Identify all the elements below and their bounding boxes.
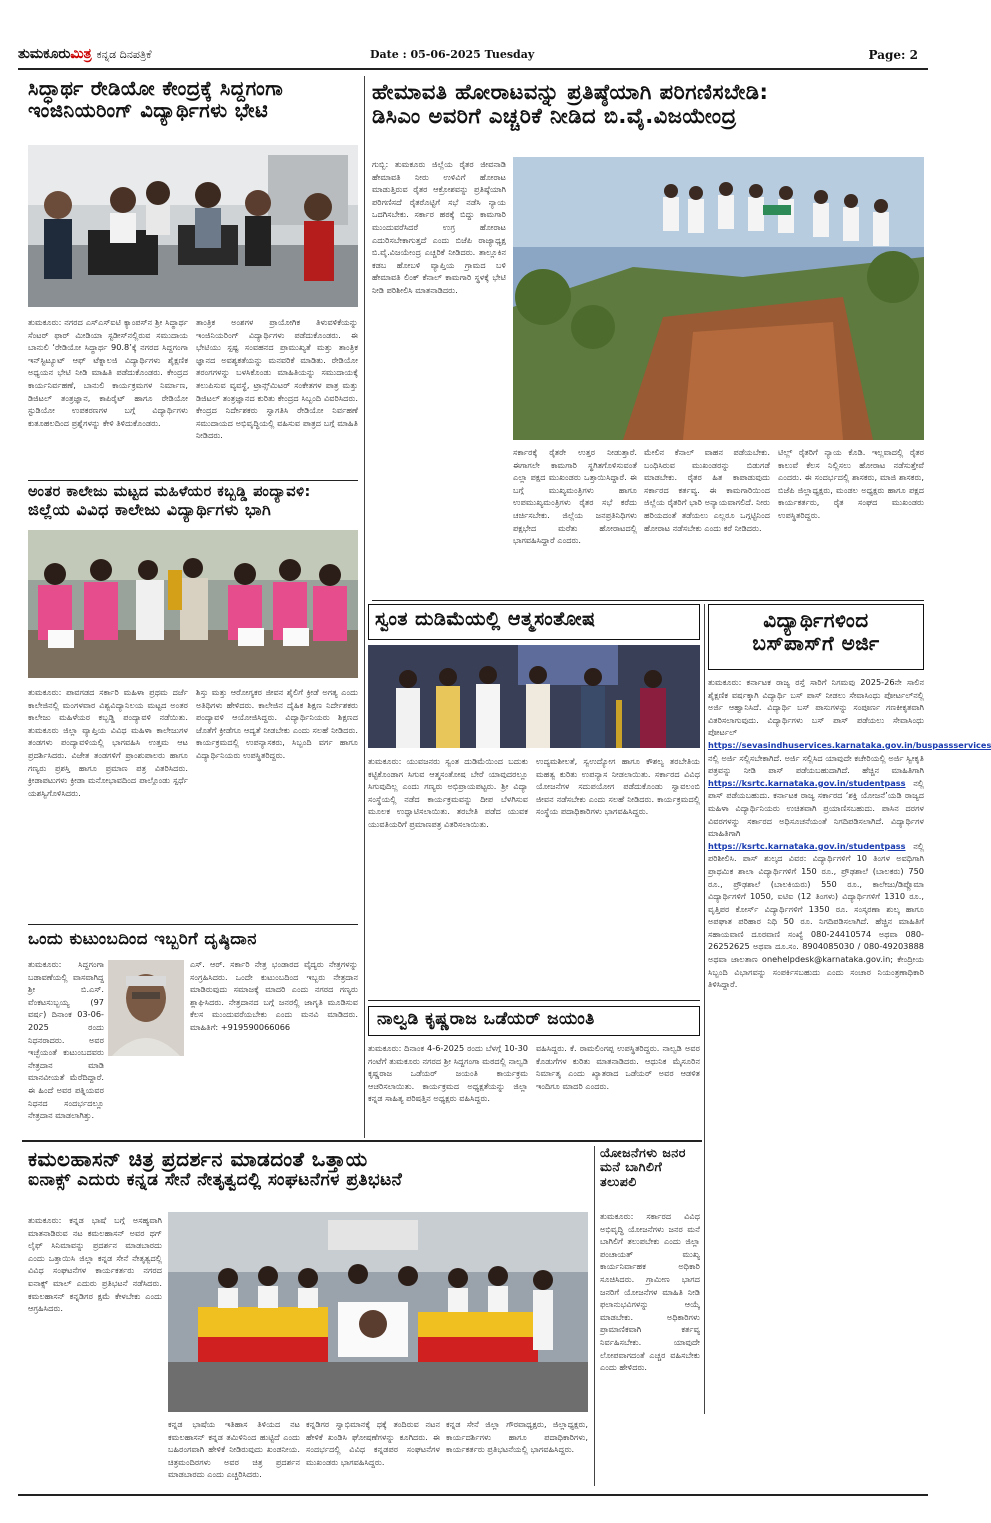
kamal-col-1: ತುಮಕೂರು: ಕನ್ನಡ ಭಾಷೆ ಬಗ್ಗೆ ಅಸಹ್ಯವಾಗಿ ಮಾತನಾಡಿರುವ ನಟ ಕಮಲಹಾಸನ್ ಅವರ ಥಗ್ ಲೈಫ್ ಸಿನಿಮಾವನ್ನು ಪ್ರದರ್ಶನ ಮಾಡಬಾರದು ಎಂದು ಒತ್ತಾಯಿಸಿ ಜಿಲ್ಲಾ ಕನ್ನಡ ಸೇನೆ ನೇತೃತ್ವದಲ್ಲಿ ವಿವಿಧ ಸಂಘಟನೆಗಳ ಕಾರ್ಯಕರ್ತರು ನಗರದ ಐನಾಕ್ಸ್ ಮಾಲ್ ಎದುರು ಪ್ರತಿಭಟನೆ ನಡೆಸಿದರು. ಕಮಲಹಾಸನ್ ಕನ್ನಡಿಗರ ಕ್ಷಮೆ ಕೇಳಬೇಕು ಎಂದು ಆಗ್ರಹಿಸಿದರು. <box>28 1215 162 1314</box>
divider <box>22 1140 702 1142</box>
obituary-portrait <box>108 960 184 1056</box>
kamal-col-3: ಕನ್ನಡಿಗರ ಸ್ವಾಭಿಮಾನಕ್ಕೆ ಧಕ್ಕೆ ತಂದಿರುವ ನಟನ ಹೇಳಿಕೆ ಖಂಡಿಸಿ ಘೋಷಣೆಗಳನ್ನು ಕೂಗಿದರು. ಈ ಸಂದರ್ಭದಲ್ಲಿ ವಿವಿಧ ಕನ್ನಡಪರ ಸಂಘಟನೆಗಳ ಮುಖಂಡರು ಭಾಗವಹಿಸಿದ್ದರು. <box>306 1419 440 1467</box>
divider <box>372 600 924 601</box>
kabaddi-photo <box>28 530 358 678</box>
radio-station-photo <box>28 145 358 307</box>
footer-rule <box>18 1494 928 1496</box>
selfwork-col-2: ಉದ್ಯಮಶೀಲತೆ, ಸ್ವಉದ್ಯೋಗ ಹಾಗೂ ಕೌಶಲ್ಯ ತರಬೇತಿಯ ಮಹತ್ವ ಕುರಿತು ಉಪನ್ಯಾಸ ನೀಡಲಾಯಿತು. ಸರ್ಕಾರದ ವಿವಿಧ ಯೋಜನೆಗಳ ಸದುಪಯೋಗ ಪಡೆದುಕೊಂಡು ಸ್ವಾವಲಂಬಿ ಜೀವನ ನಡೆಸಬೇಕು ಎಂದು ಸಲಹೆ ನೀಡಿದರು. ಕಾರ್ಯಕ್ರಮದಲ್ಲಿ ಸಂಸ್ಥೆಯ ಪದಾಧಿಕಾರಿಗಳು ಭಾಗವಹಿಸಿದ್ದರು. <box>536 756 700 817</box>
buspass-headline-line-2: ಬಸ್‌ಪಾಸ್‌ಗೆ ಅರ್ಜಿ <box>752 631 880 655</box>
masthead-rule <box>18 68 928 70</box>
hemavathi-col-3: ಟಿಲ್ಲ್ ರೈತರಿಗೆ ನ್ಯಾಯ ಕೊಡಿ. ಇಲ್ಲವಾದಲ್ಲಿ ರೈತರ ಕಾಲುವೆ ಕೆಲಸ ನಿಲ್ಲಿಸಲು ಹೋರಾಟ ನಡೆಸುತ್ತೇವೆ ಎಂದರು. ಈ ಸಂದರ್ಭದಲ್ಲಿ ಶಾಸಕರು, ಮಾಜಿ ಶಾಸಕರು, ಬಿಜೆಪಿ ಜಿಲ್ಲಾಧ್ಯಕ್ಷರು, ಮಂಡಲ ಅಧ್ಯಕ್ಷರು ಹಾಗೂ ಪಕ್ಷದ ಕಾರ್ಯಕರ್ತರು, ರೈತ ಸಂಘದ ಮುಖಂಡರು ಉಪಸ್ಥಿತರಿದ್ದರು. <box>778 447 924 520</box>
radio-story-col-1: ತುಮಕೂರು: ನಗರದ ಎಸ್‌ಎಸ್‌ಐಟಿ ಕ್ಯಾಂಪಸ್‌ನ ಶ್ರೀ ಸಿದ್ಧಾರ್ಥ ಸೆಂಟರ್ ಫಾರ್ ಮೀಡಿಯಾ ಸ್ಟಡೀಸ್‌ನಲ್ಲಿರುವ ಸಮುದಾಯ ಬಾನುಲಿ ‘ರೇಡಿಯೋ ಸಿದ್ಧಾರ್ಥ 90.8’ಕ್ಕೆ ನಗರದ ಸಿದ್ದಗಂಗಾ ಇನ್‌ಸ್ಟಿಟ್ಯೂಟ್ ಆಫ್ ಟೆಕ್ನಾಲಜಿ ವಿದ್ಯಾರ್ಥಿಗಳು ಶೈಕ್ಷಣಿಕ ಅಧ್ಯಯನ ಭೇಟಿ ನೀಡಿ ಮಾಹಿತಿ ಪಡೆದುಕೊಂಡರು. ಕೇಂದ್ರದ ಕಾರ್ಯನಿರ್ವಹಣೆ, ಬಾನುಲಿ ಕಾರ್ಯಕ್ರಮಗಳ ನಿರ್ಮಾಣ, ಡಿಜಿಟಲ್ ತಂತ್ರಜ್ಞಾನ, ಕಾಪಿರೈಟ್ ಹಾಗೂ ರೇಡಿಯೋ ಸ್ಟುಡಿಯೋ ಉಪಕರಣಗಳ ಬಗ್ಗೆ ವಿದ್ಯಾರ್ಥಿಗಳು ಕುತೂಹಲದಿಂದ ಪ್ರಶ್ನೆಗಳನ್ನು ಕೇಳಿ ತಿಳಿದುಕೊಂಡರು. <box>28 317 188 428</box>
page-number: Page: 2 <box>868 48 918 62</box>
kabaddi-headline-line-1: ಅಂತರ ಕಾಲೇಜು ಮಟ್ಟದ ಮಹಿಳೆಯರ ಕಬ್ಬಡ್ಡಿ ಪಂದ್ಯಾವಳಿ: <box>28 484 311 500</box>
selfwork-col-1: ತುಮಕೂರು: ಯುವಜನರು ಸ್ವಂತ ದುಡಿಮೆಯಿಂದ ಬದುಕು ಕಟ್ಟಿಕೊಂಡಾಗ ಸಿಗುವ ಆತ್ಮಸಂತೋಷ ಬೇರೆ ಯಾವುದರಲ್ಲೂ ಸಿಗುವುದಿಲ್ಲ ಎಂದು ಗಣ್ಯರು ಅಭಿಪ್ರಾಯಪಟ್ಟರು. ಶ್ರೀ ವಿದ್ಯಾ ಸಂಸ್ಥೆಯಲ್ಲಿ ನಡೆದ ಕಾರ್ಯಕ್ರಮವನ್ನು ದೀಪ ಬೆಳಗಿಸುವ ಮೂಲಕ ಉದ್ಘಾಟಿಸಲಾಯಿತು. ತರಬೇತಿ ಪಡೆದ ಯುವಕ ಯುವತಿಯರಿಗೆ ಪ್ರಮಾಣಪತ್ರ ವಿತರಿಸಲಾಯಿತು. <box>368 756 528 829</box>
divider <box>368 1000 700 1001</box>
buspass-story <box>708 676 991 1486</box>
column-divider <box>704 604 705 1414</box>
ksrtc-studentpass-link-2[interactable]: https://ksrtc.karnataka.gov.in/studentpass <box>708 840 906 851</box>
selfwork-event-photo <box>368 645 700 748</box>
buspass-text-2: ನಲ್ಲಿ ಅರ್ಜಿ ಸಲ್ಲಿಸಬೇಕಾಗಿದೆ. ಅರ್ಜಿ ಸಲ್ಲಿಸಿದ ಯಾವುದೇ ಕಚೇರಿಯಲ್ಲಿ ಅರ್ಜಿ ಸ್ವೀಕೃತಿ ಪತ್ರವನ್ನು ನೀಡಿ ಪಾಸ್ ಪಡೆಯಬಹುದಾಗಿದೆ. ಹೆಚ್ಚಿನ ಮಾಹಿತಿಗಾಗಿ <box>708 752 924 776</box>
column-divider <box>594 1146 595 1486</box>
divider <box>28 480 358 481</box>
hemavathi-protest-photo <box>513 157 924 440</box>
vision-headline: ಒಂದು ಕುಟುಂಬದಿಂದ ಇಬ್ಬರಿಗೆ ದೃಷ್ಠಿದಾನ <box>28 929 257 948</box>
hemavathi-col-1: ಸರ್ಕಾರಕ್ಕೆ ರೈತರೇ ಉತ್ತರ ನೀಡುತ್ತಾರೆ. ಈಗಾಗಲೇ ಕಾಮಗಾರಿ ಸ್ಥಗಿತಗೊಳಿಸುವಂತೆ ಎಲ್ಲಾ ಪಕ್ಷದ ಮುಖಂಡರು ಒತ್ತಾಯಿಸಿದ್ದಾರೆ. ಈ ಬಗ್ಗೆ ಮುಖ್ಯಮಂತ್ರಿಗಳು ಹಾಗೂ ಉಪಮುಖ್ಯಮಂತ್ರಿಗಳು ರೈತರ ಸಭೆ ಕರೆದು ಚರ್ಚಿಸಬೇಕು. ಜಿಲ್ಲೆಯ ಜನಪ್ರತಿನಿಧಿಗಳು ಪಕ್ಷಭೇದ ಮರೆತು ಹೋರಾಟದಲ್ಲಿ ಭಾಗವಹಿಸಿದ್ದಾರೆ ಎಂದರು. <box>513 447 637 546</box>
radio-headline <box>28 78 358 138</box>
kabaddi-headline <box>28 484 358 526</box>
selfwork-headline: ಸ್ವಂತ ದುಡಿಮೆಯಲ್ಲಿ ಆತ್ಮಸಂತೋಷ <box>368 604 700 640</box>
column-divider <box>364 76 365 1138</box>
issue-date: Date : 05-06-2025 Tuesday <box>370 48 535 61</box>
sevasindhu-link[interactable]: https://sevasindhuservices.karnataka.gov.in/buspassservices <box>708 739 991 750</box>
kamal-col-2: ಕನ್ನಡ ಭಾಷೆಯ ಇತಿಹಾಸ ತಿಳಿಯದ ನಟ ಕಮಲಹಾಸನ್ ಕನ್ನಡ ತಮಿಳಿನಿಂದ ಹುಟ್ಟಿದೆ ಎಂದು ಬಹಿರಂಗವಾಗಿ ಹೇಳಿಕೆ ನೀಡಿರುವುದು ಖಂಡನೀಯ. ಚಿತ್ರಮಂದಿರಗಳು ಅವರ ಚಿತ್ರ ಪ್ರದರ್ಶನ ಮಾಡಬಾರದು ಎಂದು ಎಚ್ಚರಿಸಿದರು. <box>168 1419 300 1480</box>
nalvadi-headline: ನಾಲ್ವಡಿ ಕೃಷ್ಣರಾಜ ಒಡೆಯರ್ ಜಯಂತಿ <box>368 1006 700 1036</box>
brand-name-accent: ಮಿತ್ರ <box>70 46 92 62</box>
hemavathi-lead: ಗುಬ್ಬಿ: ತುಮಕೂರು ಜಿಲ್ಲೆಯ ರೈತರ ಜೀವನಾಡಿ ಹೇಮಾವತಿ ನೀರು ಉಳಿವಿಗೆ ಹೋರಾಟ ಮಾಡುತ್ತಿರುವ ರೈತರ ಆಕ್ರೋಶವನ್ನು ಪ್ರತಿಷ್ಠೆಯಾಗಿ ಪರಿಗಣಿಸದೆ ರೈತರೊಟ್ಟಿಗೆ ಸಭೆ ನಡೆಸಿ ನ್ಯಾಯ ಒದಗಿಸಬೇಕು. ಸರ್ಕಾರ ಹಠಕ್ಕೆ ಬಿದ್ದು ಕಾಮಗಾರಿ ಮುಂದುವರೆಸಿದರೆ ಉಗ್ರ ಹೋರಾಟ ಎದುರಿಸಬೇಕಾಗುತ್ತದೆ ಎಂದು ಬಿಜೆಪಿ ರಾಜ್ಯಾಧ್ಯಕ್ಷ ಬಿ.ವೈ.ವಿಜಯೇಂದ್ರ ಎಚ್ಚರಿಕೆ ನೀಡಿದರು. ತಾಲ್ಲೂಕಿನ ಕಡಬ ಹೋಬಳಿ ವ್ಯಾಪ್ತಿಯ ಗ್ರಾಮದ ಬಳಿ ಹೇಮಾವತಿ ಲಿಂಕ್ ಕೆನಾಲ್ ಕಾಮಗಾರಿ ಸ್ಥಳಕ್ಕೆ ಭೇಟಿ ನೀಡಿ ಪರಿಶೀಲಿಸಿ ಮಾತನಾಡಿದರು. <box>372 159 506 295</box>
buspass-text-1: ತುಮಕೂರು: ಕರ್ನಾಟಕ ರಾಜ್ಯ ರಸ್ತೆ ಸಾರಿಗೆ ನಿಗಮವು 2025-26ನೇ ಸಾಲಿನ ಶೈಕ್ಷಣಿಕ ವರ್ಷಕ್ಕಾಗಿ ವಿದ್ಯಾರ್ಥಿ ಬಸ್ ಪಾಸ್ ನೀಡಲು ಸೇವಾಸಿಂಧು ಪೋರ್ಟಲ್‌ನಲ್ಲಿ ಅರ್ಜಿ ಆಹ್ವಾನಿಸಿದೆ. ವಿದ್ಯಾರ್ಥಿ ಬಸ್ ಪಾಸುಗಳನ್ನು ಸಂಪೂರ್ಣ ಗಣಕೀಕೃತವಾಗಿ ವಿತರಿಸಲಾಗುವುದು. ವಿದ್ಯಾರ್ಥಿಗಳು ಬಸ್ ಪಾಸ್ ಪಡೆಯಲು ಸೇವಾಸಿಂಧು ಪೋರ್ಟಲ್ <box>708 677 924 738</box>
divider <box>28 924 358 925</box>
newspaper-brand <box>18 46 152 62</box>
kamal-headline <box>28 1148 588 1210</box>
nalvadi-col-1: ತುಮಕೂರು: ದಿನಾಂಕ 4-6-2025 ರಂದು ಬೆಳಗ್ಗೆ 10-30 ಗಂಟೆಗೆ ತುಮಕೂರು ನಗರದ ಶ್ರೀ ಸಿದ್ದಗಂಗಾ ಮಠದಲ್ಲಿ ನಾಲ್ವಡಿ ಕೃಷ್ಣರಾಜ ಒಡೆಯರ್ ಜಯಂತಿ ಕಾರ್ಯಕ್ರಮ ಆಚರಿಸಲಾಯಿತು. ಕಾರ್ಯಕ್ರಮದ ಅಧ್ಯಕ್ಷತೆಯನ್ನು ಜಿಲ್ಲಾ ಕನ್ನಡ ಸಾಹಿತ್ಯ ಪರಿಷತ್ತಿನ ಅಧ್ಯಕ್ಷರು ವಹಿಸಿದ್ದರು. <box>368 1043 528 1104</box>
protest-inox-photo <box>168 1212 588 1412</box>
yojane-headline-text: ಯೋಜನೆಗಳು ಜನರ ಮನೆ ಬಾಗಿಲಿಗೆ ತಲುಪಲಿ <box>600 1145 686 1189</box>
kamal-headline-line-1: ಕಮಲಹಾಸನ್ ಚಿತ್ರ ಪ್ರದರ್ಶನ ಮಾಡದಂತೆ ಒತ್ತಾಯ <box>28 1147 368 1171</box>
vision-story-col-2: ಎಸ್. ಆರ್. ಸರ್ಕಾರಿ ನೇತ್ರ ಭಂಡಾರದ ವೈದ್ಯರು ನೇತ್ರಗಳನ್ನು ಸಂಗ್ರಹಿಸಿದರು. ಒಂದೇ ಕುಟುಂಬದಿಂದ ಇಬ್ಬರು ನೇತ್ರದಾನ ಮಾಡಿರುವುದು ಸಮಾಜಕ್ಕೆ ಮಾದರಿ ಎಂದು ನಗರದ ಗಣ್ಯರು ಶ್ಲಾಘಿಸಿದರು. ನೇತ್ರದಾನದ ಬಗ್ಗೆ ಜನರಲ್ಲಿ ಜಾಗೃತಿ ಮೂಡಿಸುವ ಕೆಲಸ ಮುಂದುವರೆಯಬೇಕು ಎಂದು ಮನವಿ ಮಾಡಿದರು. ಮಾಹಿತಿಗೆ: +919590066066 <box>190 959 358 1032</box>
kabaddi-headline-line-2: ಜಿಲ್ಲೆಯ ವಿವಿಧ ಕಾಲೇಜು ವಿದ್ಯಾರ್ಥಿಗಳು ಭಾಗಿ <box>28 499 272 519</box>
vision-story-col-1: ತುಮಕೂರು: ಸಿದ್ದಗಂಗಾ ಬಡಾವಣೆಯಲ್ಲಿ ವಾಸವಾಗಿದ್ದ ಶ್ರೀ ಬಿ.ಎಸ್. ವೆಂಕಟಸುಬ್ಬಯ್ಯ (97 ವರ್ಷ) ದಿನಾಂಕ 03-06-2025 ರಂದು ನಿಧನರಾದರು. ಅವರ ಇಚ್ಛೆಯಂತೆ ಕುಟುಂಬದವರು ನೇತ್ರದಾನ ಮಾಡಿ ಮಾನವೀಯತೆ ಮೆರೆದಿದ್ದಾರೆ. ಈ ಹಿಂದೆ ಅವರ ಪತ್ನಿಯವರ ನಿಧನದ ಸಂದರ್ಭದಲ್ಲೂ ನೇತ್ರದಾನ ಮಾಡಲಾಗಿತ್ತು. <box>28 959 104 1121</box>
hemavathi-headline-line-1: ಹೇಮಾವತಿ ಹೋರಾಟವನ್ನು ಪ್ರತಿಷ್ಠೆಯಾಗಿ ಪರಿಗಣಿಸಬೇಡಿ: <box>372 80 769 104</box>
buspass-text-4: ನಲ್ಲಿ ಪರಿಶೀಲಿಸಿ. ಪಾಸ್ ಶುಲ್ಕದ ವಿವರ: ವಿದ್ಯಾರ್ಥಿಗಳಿಗೆ 10 ತಿಂಗಳ ಅವಧಿಗಾಗಿ ಪ್ರಾಥಮಿಕ ಶಾಲಾ ವಿದ್ಯಾರ್ಥಿಗಳಿಗೆ 150 ರೂ., ಪ್ರೌಢಶಾಲೆ (ಬಾಲಕರು) 750 ರೂ., ಪ್ರೌಢಶಾಲೆ (ಬಾಲಕಿಯರು) 550 ರೂ., ಕಾಲೇಜು/ಡಿಪ್ಲೊಮಾ ವಿದ್ಯಾರ್ಥಿಗಳಿಗೆ 1050, ಐಟಿಐ (12 ತಿಂಗಳು) ವಿದ್ಯಾರ್ಥಿಗಳಿಗೆ 1310 ರೂ., ವೃತ್ತಿಪರ ಕೋರ್ಸ್ ವಿದ್ಯಾರ್ಥಿಗಳಿಗೆ 1350 ರೂ. ಸಂಸ್ಕರಣಾ ಶುಲ್ಕ ಹಾಗೂ ಅಪಘಾತ ಪರಿಹಾರ ನಿಧಿ 50 ರೂ. ನಿಗದಿಪಡಿಸಲಾಗಿದೆ. ಹೆಚ್ಚಿನ ಮಾಹಿತಿಗೆ ಸಹಾಯವಾಣಿ ದೂರವಾಣಿ ಸಂಖ್ಯೆ 080-24410574 ಅಥವಾ 080-26252625 ಅಥವಾ ದೂ.ಸಂ. 8904085030 / 080-49203888 ಅಥವಾ ಜಾಲತಾಣ onehelpdesk@karnataka.gov.in; ಕೇಂದ್ರೀಯ ಸಿಬ್ಬಂದಿ ವಿಭಾಗವನ್ನು ಸಂಪರ್ಕಿಸಬಹುದು ಎಂದು ಸಂಚಾರ ನಿಯಂತ್ರಣಾಧಿಕಾರಿ ತಿಳಿಸಿದ್ದಾರೆ. <box>708 840 924 990</box>
radio-story-col-2: ತಾಂತ್ರಿಕ ಅಂಶಗಳ ಪ್ರಾಯೋಗಿಕ ತಿಳುವಳಿಕೆಯನ್ನು ಇಂಜಿನಿಯರಿಂಗ್ ವಿದ್ಯಾರ್ಥಿಗಳು ಪಡೆದುಕೊಂಡರು. ಈ ಭೇಟಿಯು ಸ್ಪಷ್ಟ ಸಂವಹನದ ಪ್ರಾಮುಖ್ಯತೆ ಮತ್ತು ತಾಂತ್ರಿಕ ಜ್ಞಾನದ ಅವಶ್ಯಕತೆಯನ್ನು ಮನವರಿಕೆ ಮಾಡಿತು. ರೇಡಿಯೋ ತರಂಗಗಳನ್ನು ಬಳಸಿಕೊಂಡು ಮಾಹಿತಿಯನ್ನು ಸಮುದಾಯಕ್ಕೆ ತಲುಪಿಸುವ ವ್ಯವಸ್ಥೆ, ಟ್ರಾನ್ಸ್‌ಮಿಟರ್ ಸಂಕೇತಗಳ ಪಾತ್ರ ಮತ್ತು ಡಿಜಿಟಲ್ ತಂತ್ರಜ್ಞಾನದ ಕುರಿತು ಕೇಂದ್ರದ ಸಿಬ್ಬಂದಿ ವಿವರಿಸಿದರು. ಕೇಂದ್ರದ ನಿರ್ದೇಶಕರು ಸ್ವಾಗತಿಸಿ ರೇಡಿಯೋ ನಿರ್ವಹಣೆ ಸಮುದಾಯದ ಅಭಿವೃದ್ಧಿಯಲ್ಲಿ ವಹಿಸುವ ಪಾತ್ರದ ಬಗ್ಗೆ ಮಾಹಿತಿ ನೀಡಿದರು. <box>196 317 358 441</box>
ksrtc-studentpass-link[interactable]: https://ksrtc.karnataka.gov.in/studentpass <box>708 777 906 788</box>
hemavathi-headline <box>372 80 922 150</box>
hemavathi-headline-line-2: ಡಿಸಿಎಂ ಅವರಿಗೆ ಎಚ್ಚರಿಕೆ ನೀಡಿದ ಬಿ.ವೈ.ವಿಜಯೇಂದ್ರ <box>372 104 737 129</box>
kamal-col-4: ಕನ್ನಡ ಸೇನೆ ಜಿಲ್ಲಾ ಗೌರವಾಧ್ಯಕ್ಷರು, ಜಿಲ್ಲಾಧ್ಯಕ್ಷರು, ಕಾರ್ಯದರ್ಶಿಗಳು ಹಾಗೂ ಪದಾಧಿಕಾರಿಗಳು, ಕಾರ್ಯಕರ್ತರು ಪ್ರತಿಭಟನೆಯಲ್ಲಿ ಭಾಗವಹಿಸಿದ್ದರು. <box>446 1419 588 1455</box>
buspass-headline-line-1: ವಿದ್ಯಾರ್ಥಿಗಳಿಂದ <box>763 608 869 632</box>
brand-tagline: ಕನ್ನಡ ದಿನಪತ್ರಿಕೆ <box>96 48 152 61</box>
brand-name: ತುಮಕೂರು <box>18 46 71 62</box>
kamal-headline-line-2: ಐನಾಕ್ಸ್ ಎದುರು ಕನ್ನಡ ಸೇನೆ ನೇತೃತ್ವದಲ್ಲಿ ಸಂಘಟನೆಗಳ ಪ್ರತಿಭಟನೆ <box>28 1170 403 1190</box>
radio-headline-line-1: ಸಿದ್ಧಾರ್ಥ ರೇಡಿಯೋ ಕೇಂದ್ರಕ್ಕೆ ಸಿದ್ದಗಂಗಾ <box>28 77 284 100</box>
radio-headline-line-2: ಇಂಜಿನಿಯರಿಂಗ್ ವಿದ್ಯಾರ್ಥಿಗಳು ಭೇಟಿ <box>28 99 269 123</box>
hemavathi-col-2: ಮೇಲಿನ ಕೆನಾಲ್ ವಾಹನ ಪಡೆಯಬೇಕು. ಬಂಧಿಸಿರುವ ಮುಖಂಡರನ್ನು ಬಿಡುಗಡೆ ಮಾಡಬೇಕು. ರೈತರ ಹಿತ ಕಾಪಾಡುವುದು ಸರ್ಕಾರದ ಕರ್ತವ್ಯ. ಈ ಕಾಮಗಾರಿಯಿಂದ ಜಿಲ್ಲೆಯ ರೈತರಿಗೆ ಭಾರಿ ಅನ್ಯಾಯವಾಗಲಿದೆ. ನೀರು ಹರಿಯದಂತೆ ತಡೆಯಲು ಎಲ್ಲರೂ ಒಗ್ಗಟ್ಟಿನಿಂದ ಹೋರಾಟ ನಡೆಸಬೇಕು ಎಂದು ಕರೆ ನೀಡಿದರು. <box>644 447 770 533</box>
buspass-text-3: ನಲ್ಲಿ ಪಾಸ್ ಪಡೆಯಬಹುದು. ಕರ್ನಾಟಕ ರಾಜ್ಯ ಸರ್ಕಾರದ ‘ಶಕ್ತಿ ಯೋಜನೆ’ಯಡಿ ರಾಜ್ಯದ ಮಹಿಳಾ ವಿದ್ಯಾರ್ಥಿನಿಯರು ಉಚಿತವಾಗಿ ಪ್ರಯಾಣಿಸಬಹುದು. ಪಾಸಿನ ದರಗಳ ವಿವರಗಳನ್ನು ಸರ್ಕಾರದ ಅಧಿಸೂಚನೆಯಂತೆ ನಿಗದಿಪಡಿಸಲಾಗಿದೆ. ವಿದ್ಯಾರ್ಥಿಗಳ ಮಾಹಿತಿಗಾಗಿ <box>708 777 924 839</box>
yojane-headline <box>600 1146 700 1206</box>
kabaddi-story-col-2: ಶಿಸ್ತು ಮತ್ತು ಆರೋಗ್ಯಕರ ಜೀವನ ಶೈಲಿಗೆ ಕ್ರೀಡೆ ಅಗತ್ಯ ಎಂದು ಅತಿಥಿಗಳು ಹೇಳಿದರು. ಕಾಲೇಜಿನ ದೈಹಿಕ ಶಿಕ್ಷಣ ನಿರ್ದೇಶಕರು ಪಂದ್ಯಾವಳಿ ಆಯೋಜಿಸಿದ್ದರು. ವಿದ್ಯಾರ್ಥಿನಿಯರು ಶಿಕ್ಷಣದ ಜೊತೆಗೆ ಕ್ರೀಡೆಗೂ ಆದ್ಯತೆ ನೀಡಬೇಕು ಎಂದು ಸಲಹೆ ನೀಡಿದರು. ಕಾರ್ಯಕ್ರಮದಲ್ಲಿ ಉಪನ್ಯಾಸಕರು, ಸಿಬ್ಬಂದಿ ವರ್ಗ ಹಾಗೂ ವಿದ್ಯಾರ್ಥಿನಿಯರು ಉಪಸ್ಥಿತರಿದ್ದರು. <box>196 687 358 760</box>
masthead <box>18 46 928 68</box>
buspass-headline <box>708 604 924 670</box>
yojane-story: ತುಮಕೂರು: ಸರ್ಕಾರದ ವಿವಿಧ ಅಭಿವೃದ್ಧಿ ಯೋಜನೆಗಳು ಜನರ ಮನೆ ಬಾಗಿಲಿಗೆ ತಲುಪಬೇಕು ಎಂದು ಜಿಲ್ಲಾ ಪಂಚಾಯತ್ ಮುಖ್ಯ ಕಾರ್ಯನಿರ್ವಾಹಕ ಅಧಿಕಾರಿ ಸೂಚಿಸಿದರು. ಗ್ರಾಮೀಣ ಭಾಗದ ಜನರಿಗೆ ಯೋಜನೆಗಳ ಮಾಹಿತಿ ನೀಡಿ ಫಲಾನುಭವಿಗಳನ್ನು ಆಯ್ಕೆ ಮಾಡಬೇಕು. ಅಧಿಕಾರಿಗಳು ಪ್ರಾಮಾಣಿಕವಾಗಿ ಕರ್ತವ್ಯ ನಿರ್ವಹಿಸಬೇಕು. ಯಾವುದೇ ಲೋಪವಾಗದಂತೆ ಎಚ್ಚರ ವಹಿಸಬೇಕು ಎಂದು ಹೇಳಿದರು. <box>600 1211 700 1373</box>
nalvadi-col-2: ವಹಿಸಿದ್ದರು. ಕೆ. ರಾಮಲಿಂಗಪ್ಪ ಉಪಸ್ಥಿತರಿದ್ದರು. ನಾಲ್ವಡಿ ಅವರ ಕೊಡುಗೆಗಳ ಕುರಿತು ಮಾತನಾಡಿದರು. ಆಧುನಿಕ ಮೈಸೂರಿನ ನಿರ್ಮಾತೃ ಎಂದು ಖ್ಯಾತರಾದ ಒಡೆಯರ್ ಅವರ ಆಡಳಿತ ಇಂದಿಗೂ ಮಾದರಿ ಎಂದರು. <box>536 1043 700 1091</box>
kabaddi-story-col-1: ತುಮಕೂರು: ಪಾವಗಡದ ಸರ್ಕಾರಿ ಮಹಿಳಾ ಪ್ರಥಮ ದರ್ಜೆ ಕಾಲೇಜಿನಲ್ಲಿ ಮಂಗಳವಾರ ವಿಶ್ವವಿದ್ಯಾನಿಲಯ ಮಟ್ಟದ ಅಂತರ ಕಾಲೇಜು ಮಹಿಳೆಯರ ಕಬ್ಬಡ್ಡಿ ಪಂದ್ಯಾವಳಿ ನಡೆಯಿತು. ತುಮಕೂರು ಜಿಲ್ಲಾ ವ್ಯಾಪ್ತಿಯ ವಿವಿಧ ಮಹಿಳಾ ಕಾಲೇಜುಗಳ ತಂಡಗಳು ಪಂದ್ಯಾವಳಿಯಲ್ಲಿ ಭಾಗವಹಿಸಿ ಉತ್ತಮ ಆಟ ಪ್ರದರ್ಶಿಸಿದರು. ವಿಜೇತ ತಂಡಗಳಿಗೆ ಪ್ರಾಂಶುಪಾಲರು ಹಾಗೂ ಗಣ್ಯರು ಪ್ರಶಸ್ತಿ ಹಾಗೂ ಪ್ರಮಾಣ ಪತ್ರ ವಿತರಿಸಿದರು. ಕ್ರೀಡಾಪಟುಗಳು ಕ್ರೀಡಾ ಮನೋಭಾವದಿಂದ ಪಾಲ್ಗೊಂಡು ಸ್ಪರ್ಧೆ ಯಶಸ್ವಿಗೊಳಿಸಿದರು. <box>28 687 188 798</box>
